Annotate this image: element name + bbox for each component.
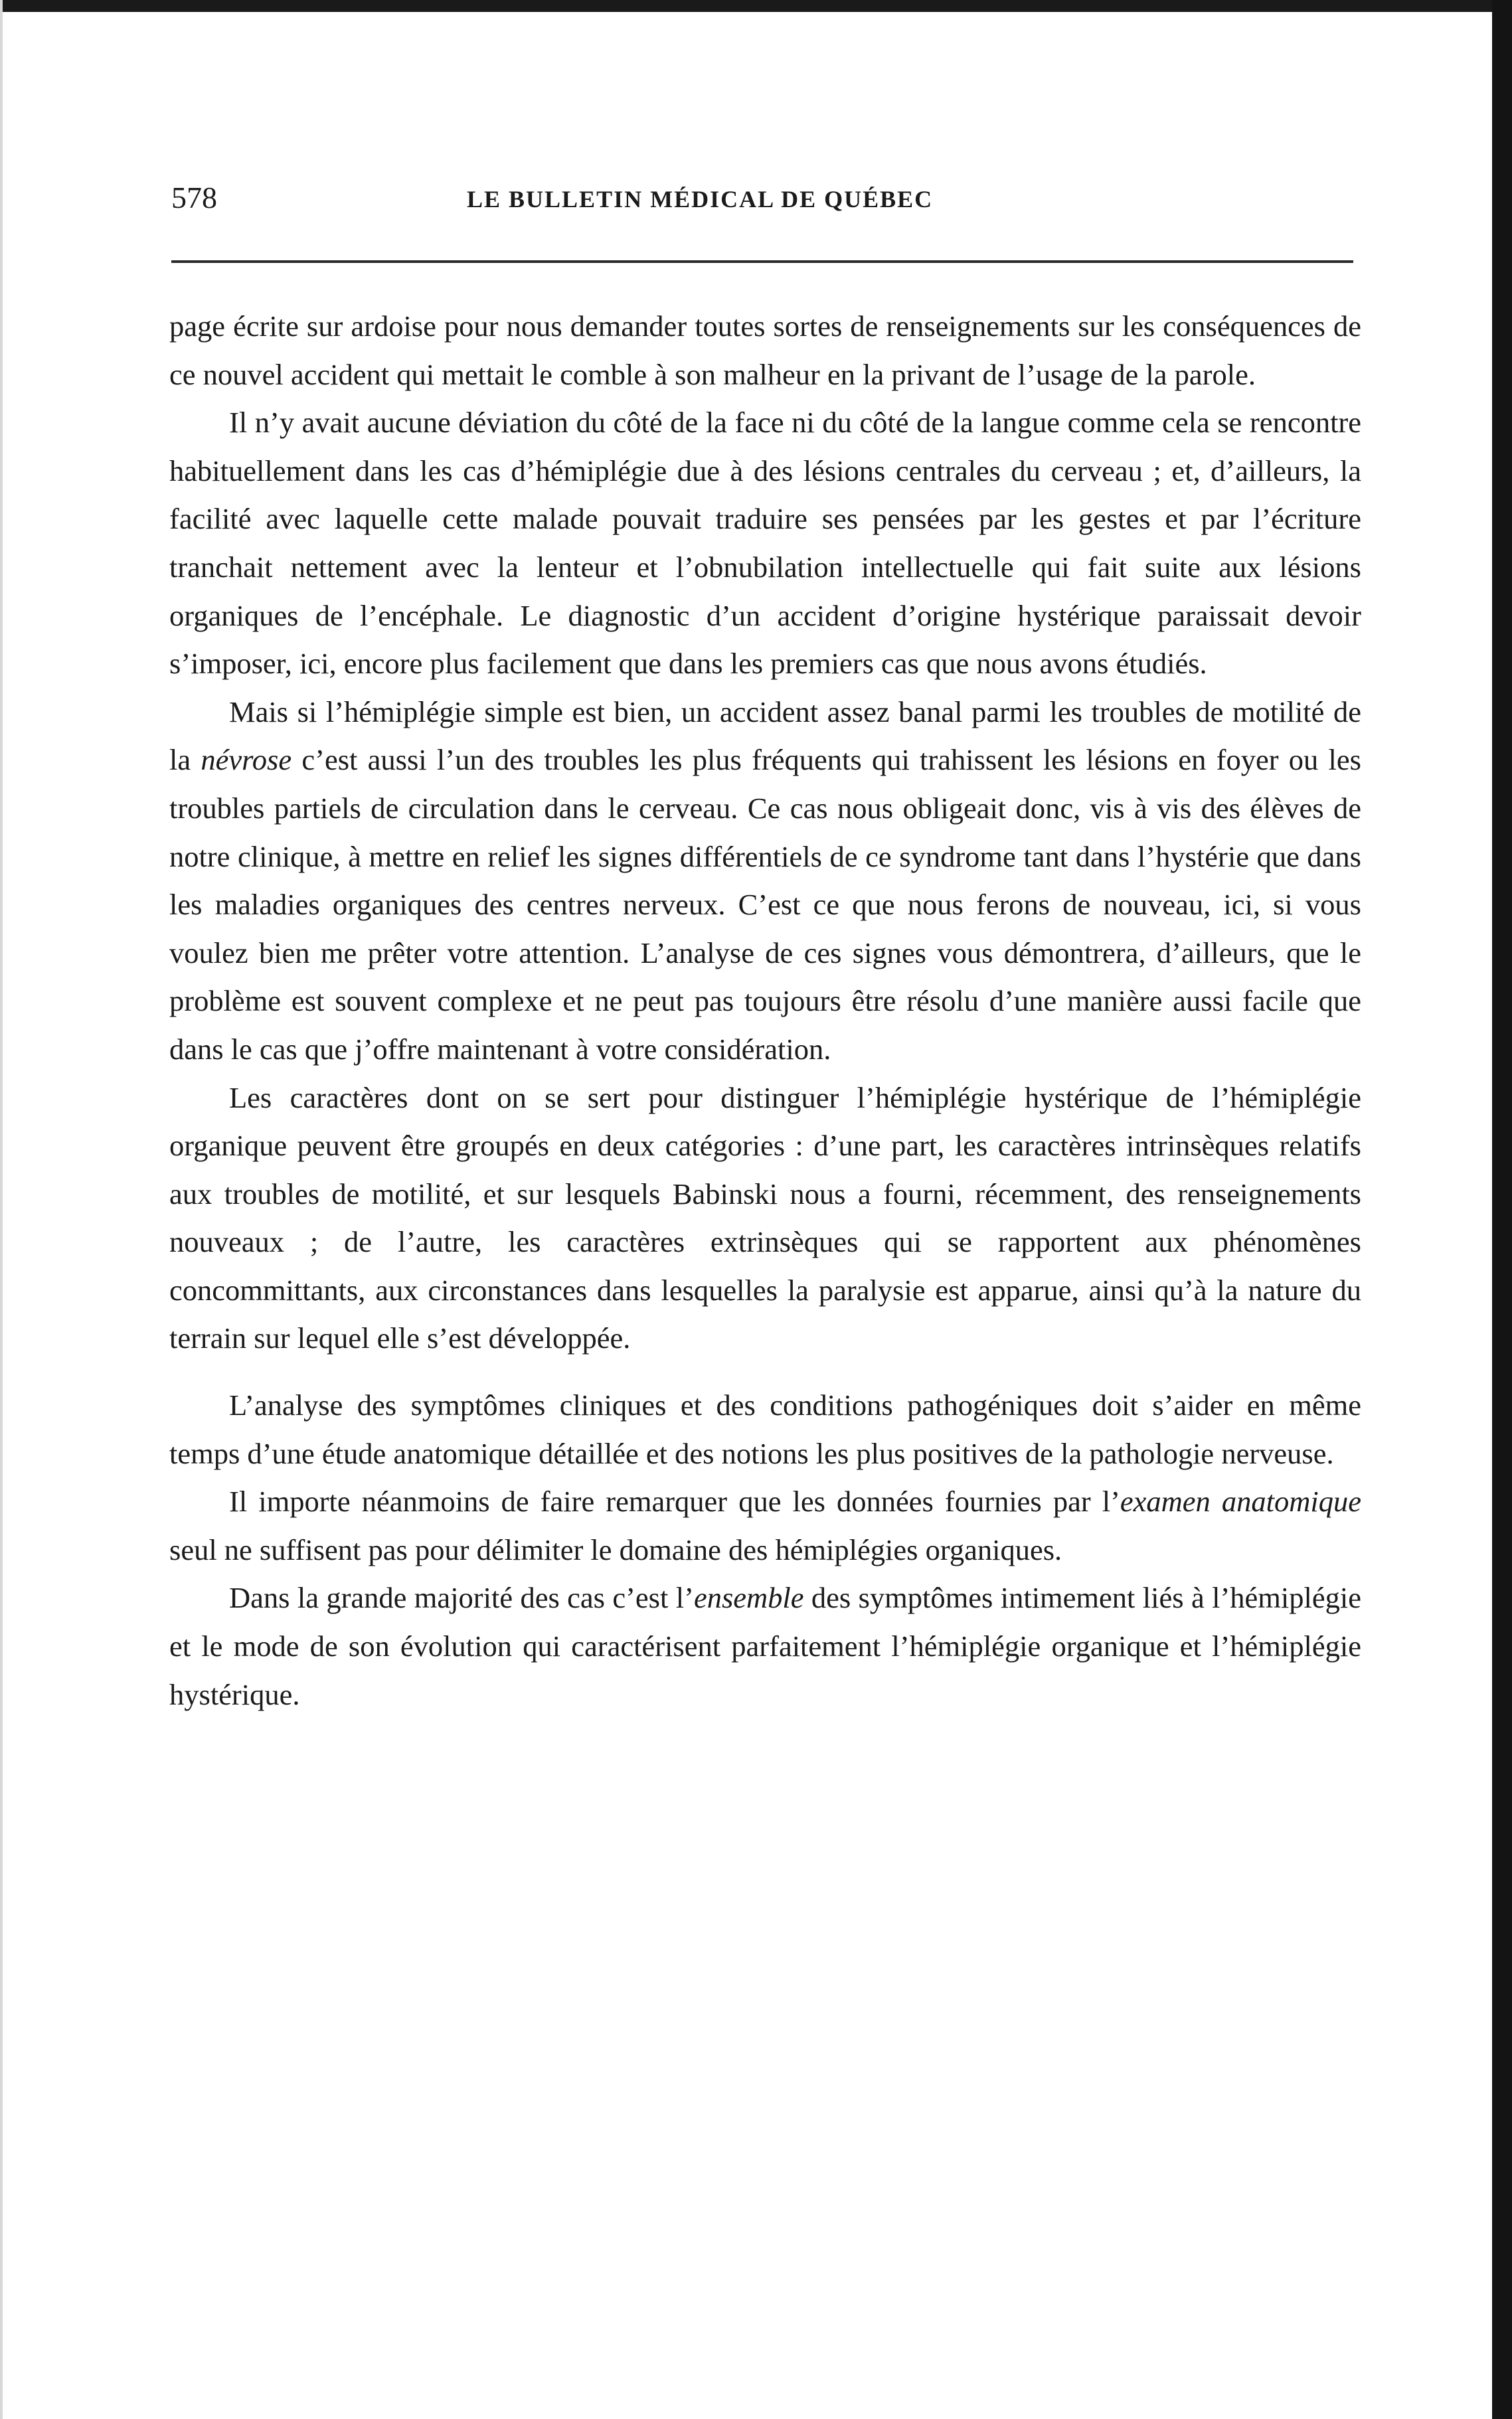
paragraph-1: page écrite sur ardoise pour nous demander toutes sortes de renseignements sur les conséquences de ce nouvel accident qui mettait le comble à son malheur en la privant de l’usage de la parole. — [169, 309, 1361, 391]
page-header — [171, 178, 1353, 218]
paragraph-3: Mais si l’hémiplégie simple est bien, un accident assez banal parmi les troubles de motilité de la névrose c’est aussi l’un des troubles les plus fréquents qui trahissent les lésions en foyer ou les troubles partiels de circulation dans le cerveau. Ce cas nous obligeait donc, vis à vis des élèves de notre clinique, à mettre en relief les signes différentiels de ce syndrome tant dans l’hystérie que dans les maladies organiques des centres nerveux. C’est ce que nous ferons de nouveau, ici, si vous voulez bien me prêter votre attention. L’analyse de ces signes vous démontrera, d’ailleurs, que le problème est souvent complexe et ne peut pas toujours être résolu d’une manière aussi facile que dans le cas que j’offre maintenant à votre considération. — [169, 695, 1361, 1066]
paragraph-2: Il n’y avait aucune déviation du côté de la face ni du côté de la langue comme cela se rencontre habituellement dans les cas d’hémiplégie due à des lésions centrales du cerveau ; et, d’ailleurs, la facilité avec laquelle cette malade pouvait traduire ses pensées par les gestes et par l’écriture tranchait nettement avec la lenteur et l’obnubilation intellectuelle qui fait suite aux lésions organiques de l’encéphale. Le diagnostic d’un accident d’origine hystérique paraissait devoir s’imposer, ici, encore plus facilement que dans les premiers cas que nous avons étudiés. — [169, 406, 1361, 681]
paragraph-4: Les caractères dont on se sert pour distinguer l’hémiplégie hystérique de l’hémiplégie organique peuvent être groupés en deux catégories : d’une part, les caractères intrinsèques relatifs aux troubles de motilité, et sur lesquels Babinski nous a fourni, récemment, des renseignements nouveaux ; de l’autre, les caractères extrinsèques qui se rapportent aux phénomènes concommittants, aux circonstances dans lesquelles la paralysie est apparue, ainsi qu’à la nature du terrain sur lequel elle s’est développée. — [169, 1080, 1361, 1355]
scan-left-edge — [0, 0, 3, 2419]
page-number: 578 — [171, 181, 217, 214]
body-text — [169, 302, 1361, 1718]
header-rule — [171, 260, 1353, 263]
paragraph-6: Il importe néanmoins de faire remarquer que les données fournies par l’examen anatomique seul ne suffisent pas pour délimiter le domaine des hémiplégies organiques. — [169, 1485, 1361, 1566]
scan-right-edge — [1492, 0, 1512, 2419]
paragraph-7: Dans la grande majorité des cas c’est l’ensemble des symptômes intimement liés à l’hémiplégie et le mode de son évolution qui caractérisent parfaitement l’hémiplégie organique et l’hémiplégie hystérique. — [169, 1581, 1361, 1711]
emphasis-examen-anatomique: examen anatomique — [1120, 1485, 1361, 1519]
running-title: LE BULLETIN MÉDICAL DE QUÉBEC — [467, 186, 934, 212]
emphasis-ensemble: ensemble — [693, 1581, 804, 1615]
paragraph-5: L’analyse des symptômes cliniques et des conditions pathogéniques doit s’aider en même temps d’une étude anatomique détaillée et des notions les plus positives de la pathologie nerveuse. — [169, 1388, 1361, 1470]
scan-top-edge — [0, 0, 1512, 12]
emphasis-nevrose: névrose — [201, 743, 292, 777]
